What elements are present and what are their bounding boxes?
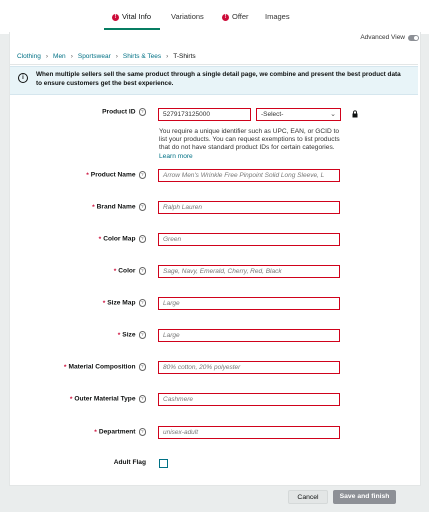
label-text: Product Name (90, 171, 136, 179)
help-text-body: You require a unique identifier such as UPC, EAN, or GCID to list your products. You can request exemptions to list products that do not have standard product IDs for certain categories. (159, 128, 340, 152)
lock-icon (352, 110, 358, 118)
required-marker: * (69, 395, 73, 403)
outer-material-type-label (70, 395, 146, 403)
department-label (94, 428, 146, 436)
adult-flag-label (114, 459, 146, 466)
size-input[interactable]: Large (158, 329, 340, 342)
required-marker: * (86, 171, 89, 179)
help-icon[interactable]: ? (139, 203, 147, 211)
breadcrumb-item-men[interactable]: Men (53, 53, 66, 60)
form-card (9, 32, 421, 486)
chevron-down-icon: ⌄ (330, 111, 336, 118)
color-map-label (99, 235, 146, 243)
label-text: Brand Name (96, 203, 136, 211)
breadcrumb-separator: › (166, 53, 169, 60)
breadcrumb-item-t-shirts: T-Shirts (173, 53, 196, 60)
help-icon[interactable]: ? (139, 428, 147, 436)
required-marker: * (117, 331, 121, 339)
color-input[interactable]: Sage, Navy, Emerald, Cherry, Red, Black (158, 265, 340, 278)
required-marker: * (94, 428, 97, 436)
size-label (118, 331, 146, 339)
adult-flag-checkbox[interactable] (159, 459, 168, 468)
error-icon: ! (222, 14, 229, 21)
advanced-view-label: Advanced View (360, 34, 405, 41)
label-text: Material Composition (68, 363, 136, 371)
label-text: Color Map (103, 235, 136, 243)
breadcrumb-separator: › (45, 53, 49, 60)
tab-bar (0, 0, 429, 34)
help-icon[interactable]: ? (139, 395, 147, 403)
material-composition-label (64, 363, 146, 371)
breadcrumb (17, 53, 196, 60)
info-banner-text: When multiple sellers sell the same product through a single detail page, we combine and present the best product data to ensure customers get the best experience. (36, 71, 401, 87)
label-text: Size Map (107, 299, 136, 307)
size-map-label (103, 299, 146, 307)
help-icon[interactable]: ? (139, 267, 147, 275)
breadcrumb-separator: › (115, 53, 118, 60)
color-label (114, 267, 146, 275)
tab-images[interactable] (265, 12, 290, 21)
label-text: Outer Material Type (74, 395, 136, 403)
help-icon[interactable]: ? (139, 331, 147, 339)
color-map-input[interactable]: Green (158, 233, 340, 246)
size-map-input[interactable]: Large (158, 297, 340, 310)
outer-material-type-input[interactable]: Cashmere (158, 393, 340, 406)
help-icon[interactable]: ? (139, 235, 147, 243)
breadcrumb-item-clothing[interactable]: Clothing (17, 53, 41, 60)
product-id-type-select[interactable] (256, 108, 341, 121)
product-id-help-text (159, 128, 345, 161)
info-banner (10, 66, 418, 95)
tab-vital-info[interactable] (112, 12, 151, 21)
learn-more-link[interactable]: Learn more (159, 152, 193, 160)
divider (10, 64, 418, 65)
advanced-view-toggle[interactable] (360, 34, 419, 41)
breadcrumb-item-sportswear[interactable]: Sportswear (77, 53, 111, 60)
error-icon: ! (112, 14, 119, 21)
label-text: Color (118, 267, 136, 275)
breadcrumb-item-shirts-tees[interactable]: Shirts & Tees (122, 53, 162, 60)
save-and-finish-button[interactable]: Save and finish (333, 490, 396, 504)
label-text: Department (98, 428, 136, 436)
brand-name-input[interactable]: Ralph Lauren (158, 201, 340, 214)
material-composition-input[interactable]: 80% cotton, 20% polyester (158, 361, 340, 374)
required-marker: * (98, 235, 102, 243)
tab-label: Images (265, 12, 290, 21)
brand-name-label (92, 203, 146, 211)
required-marker: * (92, 203, 95, 211)
required-marker: * (63, 363, 67, 371)
product-name-label (86, 171, 146, 179)
help-icon[interactable]: ? (139, 363, 147, 371)
tab-offer[interactable] (222, 12, 249, 21)
product-id-label (102, 108, 146, 116)
breadcrumb-separator: › (70, 53, 73, 60)
tab-label: Offer (232, 12, 249, 21)
tab-label: Vital Info (122, 12, 152, 21)
cancel-button[interactable]: Cancel (288, 490, 328, 504)
department-input[interactable]: unisex-adult (158, 426, 340, 439)
tab-variations[interactable] (171, 12, 204, 21)
active-tab-indicator (104, 28, 160, 30)
product-name-input[interactable]: Arrow Men's Wrinkle Free Pinpoint Solid Long Sleeve, L (158, 169, 340, 182)
tab-label: Variations (171, 12, 204, 21)
product-id-label-text: Product ID (102, 108, 136, 116)
select-value: -Select- (261, 111, 284, 118)
help-icon[interactable]: ? (139, 299, 147, 307)
help-icon[interactable]: ? (139, 108, 147, 116)
toggle-switch-icon[interactable] (408, 35, 419, 41)
label-text: Adult Flag (113, 459, 146, 466)
info-icon: i (18, 73, 28, 83)
required-marker: * (113, 267, 117, 275)
label-text: Size (122, 331, 136, 339)
product-id-input[interactable] (158, 108, 251, 121)
help-icon[interactable]: ? (139, 171, 147, 179)
required-marker: * (102, 299, 106, 307)
